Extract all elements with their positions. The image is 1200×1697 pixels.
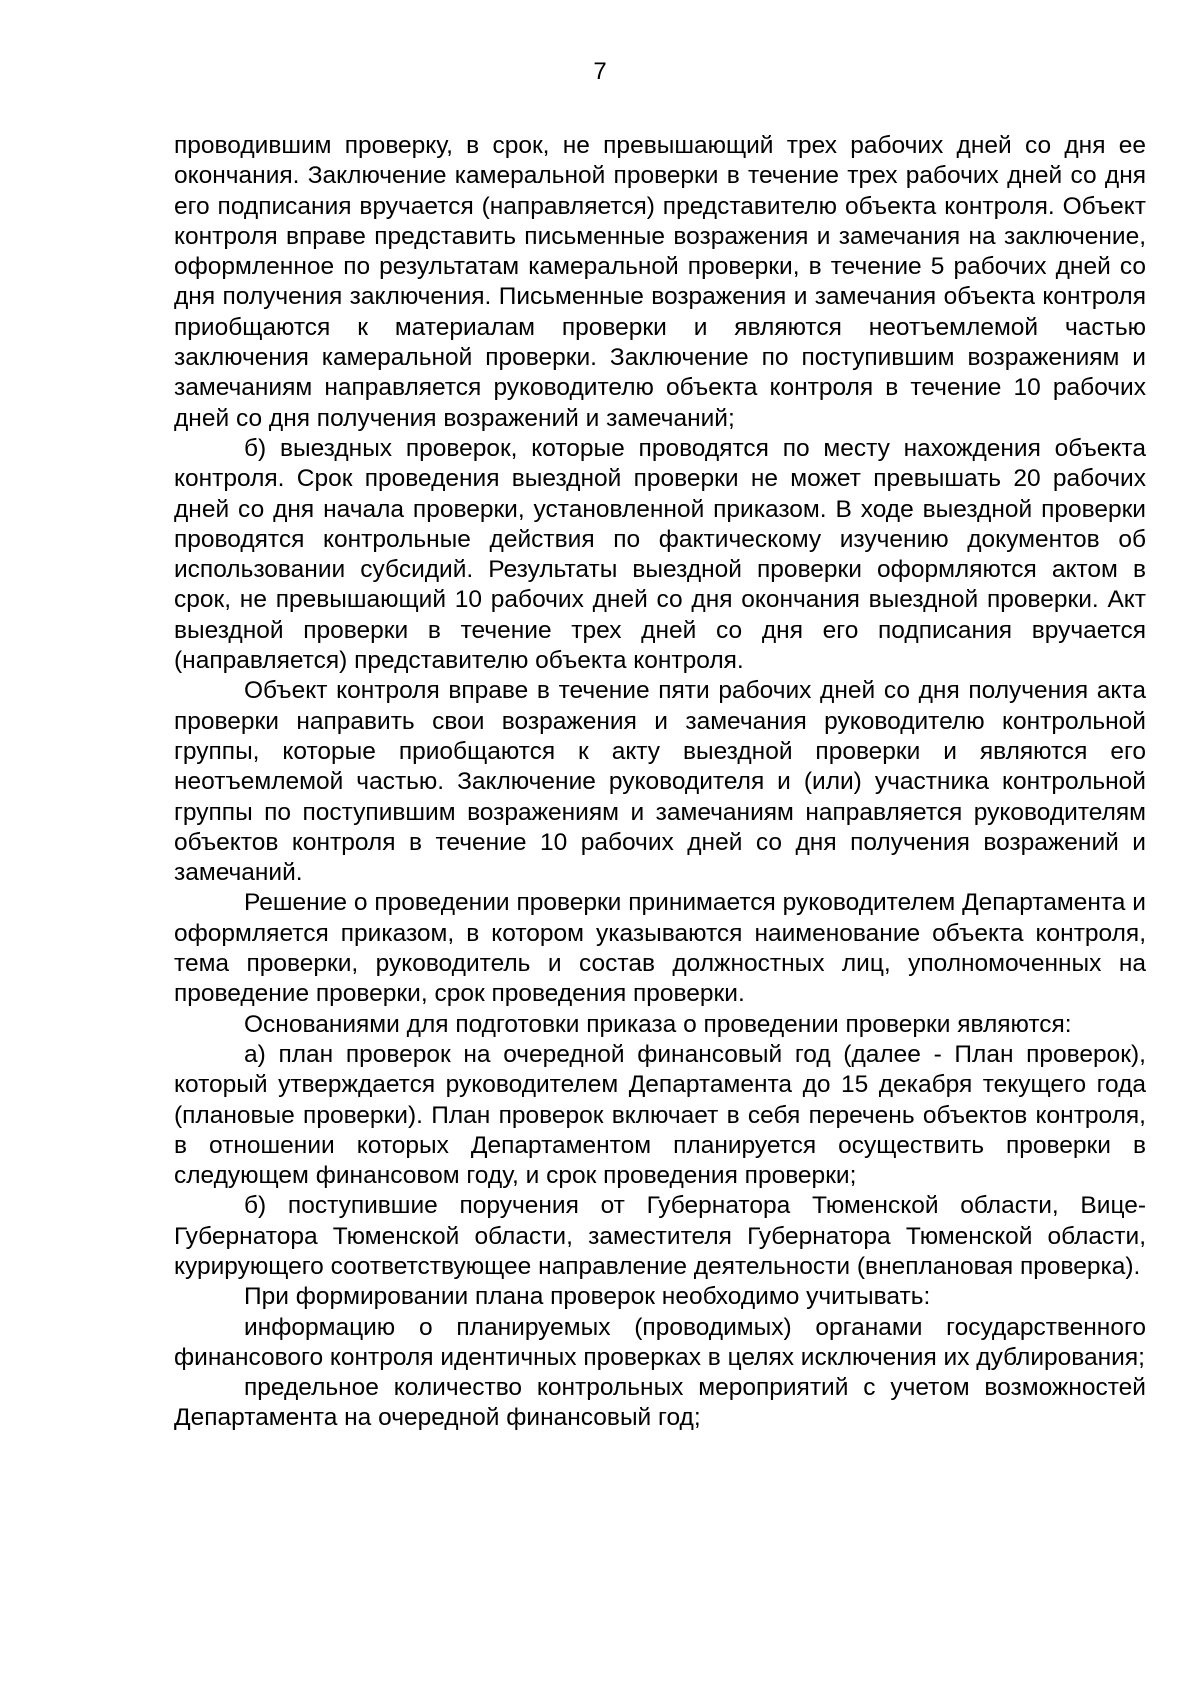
paragraph-10: предельное количество контрольных мероприятий с учетом возможностей Департамента на очередной финансовый год;	[174, 1374, 1146, 1432]
paragraph-9: информацию о планируемых (проводимых) органами государственного финансового контроля идентичных проверках в целях исключения их дублирования;	[174, 1313, 1146, 1371]
paragraph-2: б) выездных проверок, которые проводятся по месту нахождения объекта контроля. Срок проведения выездной проверки не может превышать 20 рабочих дней со дня начала проверки, установленной приказом. В ходе выездной проверки проводятся контрольные действия по фактическому изучению документов об использовании субсидий. Результаты выездной проверки оформляются актом в срок, не превышающий 10 рабочих дней со дня окончания выездной проверки. Акт выездной проверки в течение трех дней со дня его подписания вручается (направляется) представителю объекта контроля.	[174, 434, 1146, 675]
paragraph-5: Основаниями для подготовки приказа о проведении проверки являются:	[244, 1010, 1072, 1038]
paragraph-7: б) поступившие поручения от Губернатора Тюменской области, Вице-Губернатора Тюменской области, заместителя Губернатора Тюменской области, курирующего соответствующее направление деятельности (внеплановая проверка).	[174, 1192, 1146, 1280]
page-number: 7	[593, 58, 607, 85]
paragraph-6: а) план проверок на очередной финансовый год (далее - План проверок), который утверждается руководителем Департамента до 15 декабря текущего года (плановые проверки). План проверок включает в себя перечень объектов контроля, в отношении которых Департаментом планируется осуществить проверки в следующем финансовом году, и срок проведения проверки;	[174, 1040, 1146, 1190]
paragraph-1: проводившим проверку, в срок, не превышающий трех рабочих дней со дня ее окончания. Заключение камеральной проверки в течение трех рабочих дней со дня его подписания вручается (направляется) представителю объекта контроля. Объект контроля вправе представить письменные возражения и замечания на заключение, оформленное по результатам камеральной проверки, в течение 5 рабочих дней со дня получения заключения. Письменные возражения и замечания объекта контроля приобщаются к материалам проверки и являются неотъемлемой частью заключения камеральной проверки. Заключение по поступившим возражениям и замечаниям направляется руководителю объекта контроля в течение 10 рабочих дней со дня получения возражений и замечаний;	[174, 132, 1146, 432]
paragraph-8: При формировании плана проверок необходимо учитывать:	[244, 1283, 931, 1311]
paragraph-3: Объект контроля вправе в течение пяти рабочих дней со дня получения акта проверки направить свои возражения и замечания руководителю контрольной группы, которые приобщаются к акту выездной проверки и являются его неотъемлемой частью. Заключение руководителя и (или) участника контрольной группы по поступившим возражениям и замечаниям направляется руководителям объектов контроля в течение 10 рабочих дней со дня получения возражений и замечаний.	[174, 677, 1146, 887]
document-body	[174, 131, 1146, 1434]
paragraph-4: Решение о проведении проверки принимается руководителем Департамента и оформляется приказом, в котором указываются наименование объекта контроля, тема проверки, руководитель и состав должностных лиц, уполномоченных на проведение проверки, срок проведения проверки.	[174, 889, 1146, 1008]
